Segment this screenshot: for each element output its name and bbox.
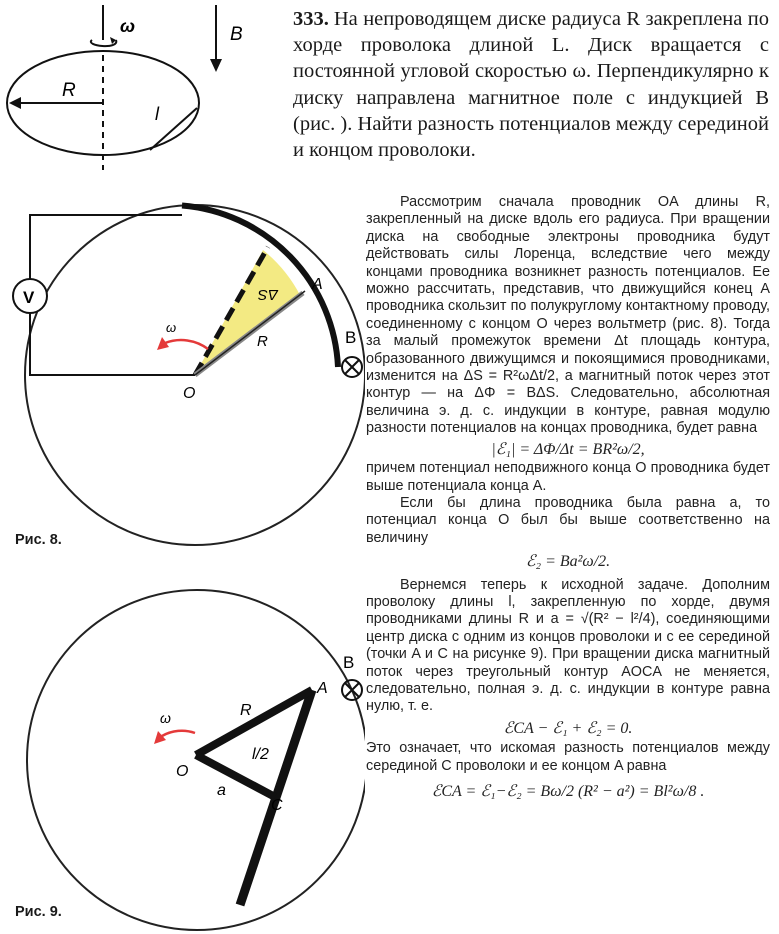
disk-circle — [27, 590, 365, 930]
voltmeter-label: V — [23, 288, 35, 307]
radius-label: R — [257, 333, 268, 350]
radius-label: R — [62, 80, 76, 101]
field-label: B — [345, 328, 357, 347]
chord-label: l — [155, 104, 159, 124]
point-c-label: C — [271, 797, 283, 814]
omega-label: ω — [166, 320, 177, 335]
point-a-label: A — [317, 680, 328, 697]
solution-paragraph: Это означает, что искомая разность потенциалов между серединой C проволоки и ее концом A равна — [366, 740, 770, 774]
problem-number: 333. — [293, 8, 329, 30]
equation-4: ℰCA = ℰ₁−ℰ₂ = Bω/2 (R² − a²) = Bl²ω/8 . — [431, 783, 705, 800]
solution-paragraph: Если бы длина проводника была равна a, то потенциал конца O был бы выше соответственно на величину — [366, 494, 770, 546]
field-into-page-icon — [342, 680, 362, 700]
equation-1: |ℰ₁| = ΔΦ/Δt = BR²ω/2, — [491, 440, 645, 458]
delta-s-label: ΔS — [257, 286, 278, 303]
rotation-arrow — [162, 731, 195, 736]
equation-3: ℰCA − ℰ₁ + ℰ₂ = 0. — [503, 719, 633, 737]
point-o-label: O — [183, 385, 196, 402]
a-length-label: a — [217, 782, 226, 799]
fig8-caption: Рис. 8. — [15, 532, 62, 548]
figure-top-disk — [0, 0, 290, 175]
figure-9 — [0, 575, 365, 934]
figure-8 — [0, 200, 365, 565]
solution-paragraph: причем потенциал неподвижного конца O проводника будет выше потенциала конца A. — [366, 460, 770, 494]
rotation-arrow — [165, 340, 208, 349]
field-label: B — [230, 24, 243, 45]
half-chord-label: l/2 — [252, 746, 269, 763]
delta-s-sector — [195, 250, 300, 375]
field-into-page-icon — [342, 357, 362, 377]
radius-label: R — [240, 702, 252, 719]
fig9-caption: Рис. 9. — [15, 904, 62, 920]
omega-label: ω — [120, 16, 136, 36]
problem-text: На непроводящем диске радиуса R закреплена по хорде проволока длиной L. Диск вращается с постоянной угловой скоростью ω. Перпендикулярно к диску направлена магнитное поле с индукцией B (рис. ). Найти разность потенциалов между серединой и концом проволоки. — [293, 8, 769, 162]
solution-block-1 — [366, 194, 770, 800]
point-a-label: A — [312, 276, 323, 293]
circuit-wire — [30, 215, 195, 375]
field-label: B — [343, 653, 355, 672]
point-o-label: O — [176, 763, 189, 780]
solution-paragraph: Вернемся теперь к исходной задаче. Дополним проволоку длины l, закрепленную по хорде, двумя проводниками длины R и a = √(R² − l²/4), соединяющими центр диска с одним из концов проволоки и с ее серединой (точки A и C на рисунке 9). При вращении диска магнитный поток через треугольный контур AOCA не меняется, следовательно, полная э. д. с. индукции в контуре равна нулю, т. е. — [366, 576, 770, 715]
solution-paragraph: Рассмотрим сначала проводник OA длины R, закрепленный на диске вдоль его радиуса. При вращении диска на свободные электроны проводника будут действовать силы Лоренца, вследствие чего между концами проводника возникнет разность потенциалов. Ее можно рассчитать, представив, что движущийся конец A проводника скользит по полукруглому контактному проводу, соединенному с концом O через вольтметр (рис. 8). Тогда за малый промежуток времени Δt площадь контура, образованного движущимся и покоящимися проводниками, изменится на ΔS = R²ωΔt/2, а магнитный поток через этот контур — на ΔΦ = BΔS. Следовательно, абсолютная величина э. д. с. индукции в контуре, равная модулю разности потенциалов на концах проводника, будет равна — [366, 194, 770, 437]
equation-2: ℰ₂ = Ba²ω/2. — [525, 553, 611, 571]
omega-label: ω — [160, 710, 171, 726]
problem-statement — [293, 6, 769, 163]
